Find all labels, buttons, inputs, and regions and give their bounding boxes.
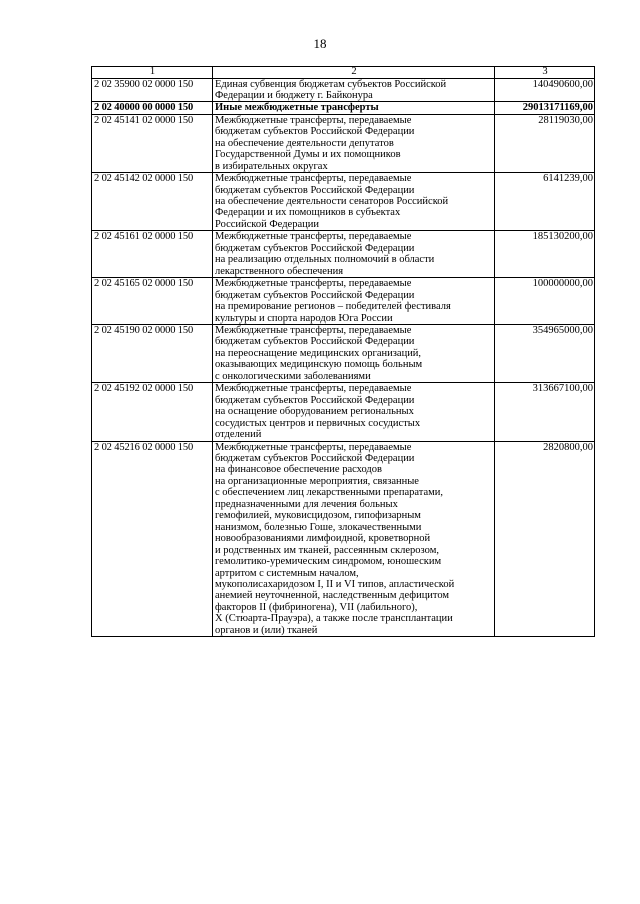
row-name-line: нанизмом, болезнью Гоше, злокачественными bbox=[215, 521, 422, 533]
row-name-line: сосудистых центров и первичных сосудистых bbox=[215, 417, 421, 429]
table-header-row bbox=[92, 67, 595, 79]
row-code: 2 02 45216 02 0000 150 bbox=[92, 441, 213, 637]
row-sum: 185130200,00 bbox=[495, 231, 595, 278]
row-name-line: на переоснащение медицинских организаций, bbox=[215, 347, 422, 359]
row-name-line: X (Стюарта-Прауэра), а также после трансплантации bbox=[215, 613, 453, 625]
row-name-line: Российской Федерации bbox=[215, 218, 319, 230]
row-sum: 2820800,00 bbox=[495, 441, 595, 637]
row-sum: 28119030,00 bbox=[495, 114, 595, 172]
row-name-line: бюджетам субъектов Российской Федерации bbox=[215, 394, 415, 406]
budget-revenue-table bbox=[91, 66, 595, 637]
row-sum: 354965000,00 bbox=[495, 325, 595, 383]
row-name-line: лекарственного обеспечения bbox=[215, 265, 344, 277]
column-header-sum: 3 bbox=[495, 67, 595, 79]
row-code: 2 02 45165 02 0000 150 bbox=[92, 278, 213, 325]
row-name bbox=[213, 231, 495, 278]
row-name-line: факторов II (фибриногена), VII (лабильного), bbox=[215, 601, 418, 613]
row-name-line: Межбюджетные трансферты, передаваемые bbox=[215, 231, 412, 243]
row-name-line: на премирование регионов – победителей фестиваля bbox=[215, 301, 451, 313]
row-name-line: Федерации и их помощников в субъектах bbox=[215, 207, 401, 219]
table-row bbox=[92, 383, 595, 441]
row-name-line: Единая субвенция бюджетам субъектов Российской bbox=[215, 78, 447, 90]
table-row bbox=[92, 325, 595, 383]
row-sum: 6141239,00 bbox=[495, 173, 595, 231]
row-code: 2 02 40000 00 0000 150 bbox=[92, 102, 213, 114]
row-name-line: на оснащение оборудованием региональных bbox=[215, 406, 414, 418]
row-name-line: культуры и спорта народов Юга России bbox=[215, 312, 393, 324]
row-name-line: новообразованиями лимфоидной, кроветворной bbox=[215, 533, 431, 545]
row-name-line: бюджетам субъектов Российской Федерации bbox=[215, 336, 415, 348]
row-sum: 100000000,00 bbox=[495, 278, 595, 325]
row-sum: 313667100,00 bbox=[495, 383, 595, 441]
row-name-line: на обеспечение деятельности сенаторов Российской bbox=[215, 196, 449, 208]
row-name-line: с обеспечением лиц лекарственными препаратами, bbox=[215, 487, 444, 499]
row-name-line: Государственной Думы и их помощников bbox=[215, 149, 401, 161]
table-row bbox=[92, 114, 595, 172]
table-row bbox=[92, 441, 595, 637]
row-name bbox=[213, 173, 495, 231]
row-name-line: Межбюджетные трансферты, передаваемые bbox=[215, 325, 412, 337]
row-name-line: Межбюджетные трансферты, передаваемые bbox=[215, 441, 412, 453]
row-name bbox=[213, 325, 495, 383]
row-name-line: отделений bbox=[215, 429, 262, 441]
row-code: 2 02 45161 02 0000 150 bbox=[92, 231, 213, 278]
row-sum: 29013171169,00 bbox=[495, 102, 595, 114]
row-name-line: анемией неуточненной, наследственным дефицитом bbox=[215, 590, 450, 602]
row-name-line: бюджетам субъектов Российской Федерации bbox=[215, 184, 415, 196]
row-name-line: артритом с системным началом, bbox=[215, 567, 359, 579]
row-name-line: Межбюджетные трансферты, передаваемые bbox=[215, 173, 412, 185]
row-name-line: на финансовое обеспечение расходов bbox=[215, 464, 382, 476]
row-name bbox=[213, 441, 495, 637]
row-name-line: бюджетам субъектов Российской Федерации bbox=[215, 242, 415, 254]
row-name-line: на реализацию отдельных полномочий в области bbox=[215, 254, 435, 266]
row-name-line: предназначенными для лечения больных bbox=[215, 498, 398, 510]
row-name-line: гемофилией, муковисцидозом, гипофизарным bbox=[215, 510, 421, 522]
row-code: 2 02 35900 02 0000 150 bbox=[92, 78, 213, 102]
row-name-line: Межбюджетные трансферты, передаваемые bbox=[215, 383, 412, 395]
row-code: 2 02 45141 02 0000 150 bbox=[92, 114, 213, 172]
row-name-line: Межбюджетные трансферты, передаваемые bbox=[215, 278, 412, 290]
row-name-line: Межбюджетные трансферты, передаваемые bbox=[215, 114, 412, 126]
table-row-group-total bbox=[92, 102, 595, 114]
row-code: 2 02 45190 02 0000 150 bbox=[92, 325, 213, 383]
page-number: 18 bbox=[313, 36, 327, 51]
row-name-line: Иные межбюджетные трансферты bbox=[215, 102, 379, 114]
row-code: 2 02 45192 02 0000 150 bbox=[92, 383, 213, 441]
row-name-line: бюджетам субъектов Российской Федерации bbox=[215, 453, 415, 464]
row-name-line: на обеспечение деятельности депутатов bbox=[215, 137, 394, 149]
row-name-line: и родственных им тканей, рассеянным склерозом, bbox=[215, 544, 439, 556]
row-name-line: в избирательных округах bbox=[215, 160, 328, 172]
table-row bbox=[92, 78, 595, 102]
table-row bbox=[92, 173, 595, 231]
column-header-name: 2 bbox=[213, 67, 495, 79]
row-name bbox=[213, 102, 495, 114]
row-name-line: оказывающих медицинскую помощь больным bbox=[215, 359, 423, 371]
row-name-line: на организационные мероприятия, связанные bbox=[215, 475, 419, 487]
row-name-line: органов и (или) тканей bbox=[215, 624, 318, 636]
row-name-line: бюджетам субъектов Российской Федерации bbox=[215, 289, 415, 301]
row-sum: 140490600,00 bbox=[495, 78, 595, 102]
table-row bbox=[92, 278, 595, 325]
row-name-line: мукополисахаридозом I, II и VI типов, апластической bbox=[215, 578, 455, 590]
row-code: 2 02 45142 02 0000 150 bbox=[92, 173, 213, 231]
row-name-line: Федерации и бюджету г. Байконура bbox=[215, 89, 373, 101]
row-name bbox=[213, 383, 495, 441]
row-name bbox=[213, 114, 495, 172]
table-row bbox=[92, 231, 595, 278]
column-header-code: 1 bbox=[92, 67, 213, 79]
row-name-line: бюджетам субъектов Российской Федерации bbox=[215, 126, 415, 138]
row-name-line: с онкологическими заболеваниями bbox=[215, 370, 371, 382]
row-name bbox=[213, 78, 495, 102]
row-name bbox=[213, 278, 495, 325]
row-name-line: гемолитико-уремическим синдромом, юношеским bbox=[215, 556, 442, 568]
